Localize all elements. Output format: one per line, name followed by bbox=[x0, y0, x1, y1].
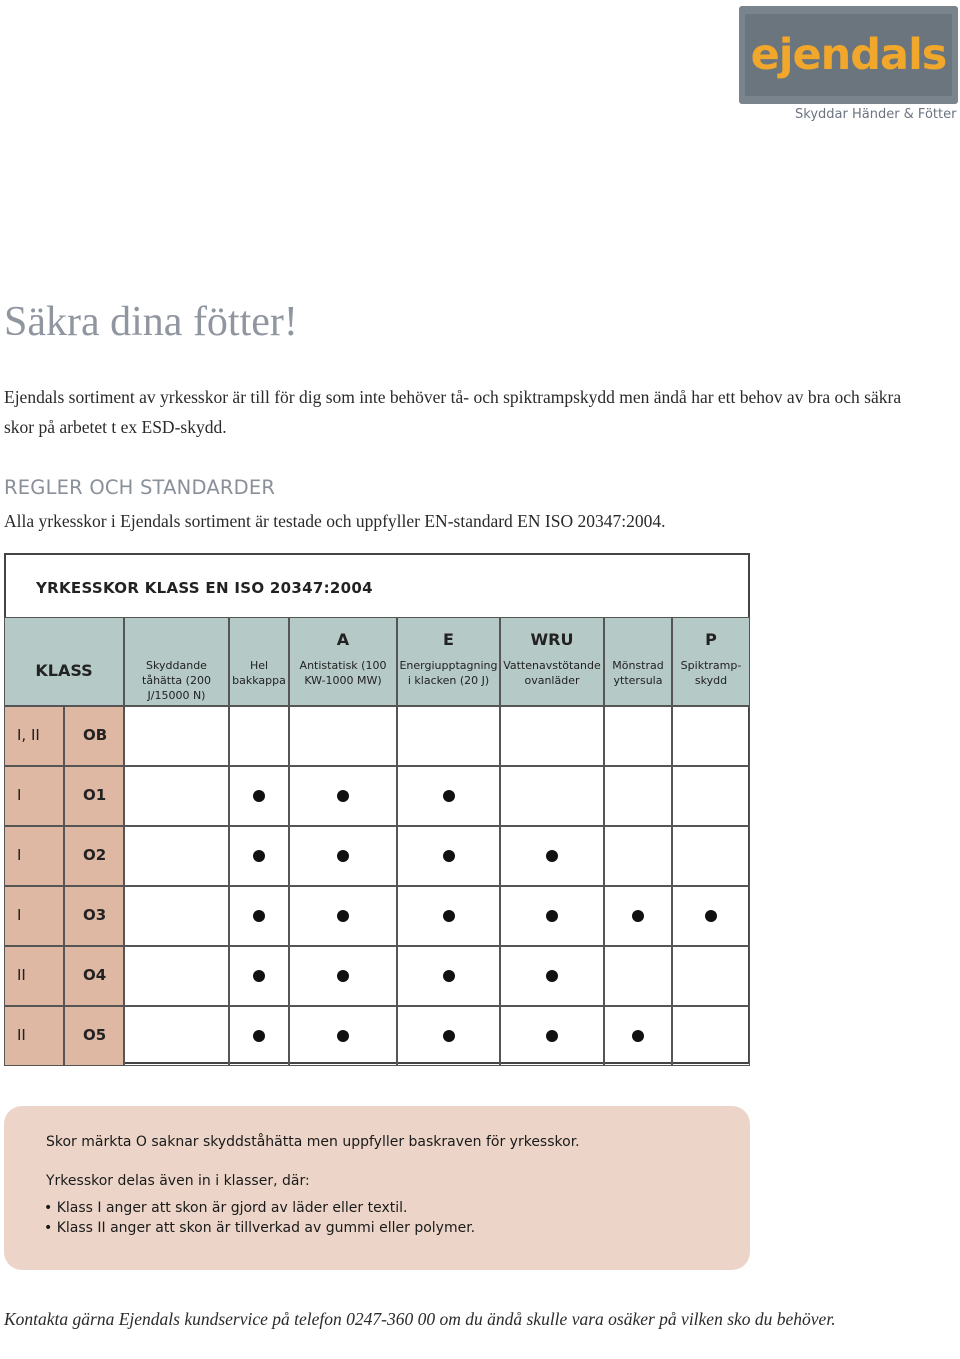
row-code: OB bbox=[83, 726, 108, 744]
check-dot-icon bbox=[337, 1030, 349, 1042]
column-header bbox=[229, 617, 289, 706]
table-cell bbox=[500, 766, 604, 826]
check-dot-icon bbox=[443, 970, 455, 982]
column-description: Energiupptagning i klacken (20 J) bbox=[399, 659, 498, 687]
check-dot-icon bbox=[443, 850, 455, 862]
row-klass-cell bbox=[4, 886, 64, 946]
section-heading: REGLER OCH STANDARDER bbox=[4, 476, 276, 499]
table-cell bbox=[124, 946, 229, 1006]
row-code-cell bbox=[64, 886, 124, 946]
row-code-cell bbox=[64, 826, 124, 886]
check-dot-icon bbox=[443, 790, 455, 802]
row-klass-cell bbox=[4, 946, 64, 1006]
table-cell bbox=[397, 886, 500, 946]
table-cell bbox=[397, 1006, 500, 1066]
table-cell bbox=[672, 706, 750, 766]
column-header bbox=[500, 617, 604, 706]
check-dot-icon bbox=[546, 910, 558, 922]
check-dot-icon bbox=[546, 970, 558, 982]
table-cell bbox=[604, 946, 672, 1006]
row-code-cell bbox=[64, 1006, 124, 1066]
column-header bbox=[124, 617, 229, 706]
check-dot-icon bbox=[705, 910, 717, 922]
table-cell bbox=[289, 766, 397, 826]
table-cell bbox=[289, 946, 397, 1006]
table-cell bbox=[672, 766, 750, 826]
contact-note: Kontakta gärna Ejendals kundservice på telefon 0247-360 00 om du ändå skulle vara osäker på vilken sko du behöver. bbox=[4, 1309, 836, 1329]
ejendals-logo bbox=[739, 6, 959, 126]
table-cell bbox=[289, 706, 397, 766]
table-cell bbox=[604, 766, 672, 826]
table-cell bbox=[229, 766, 289, 826]
row-code: O3 bbox=[83, 906, 107, 924]
check-dot-icon bbox=[443, 910, 455, 922]
table-cell bbox=[229, 1006, 289, 1066]
row-klass: II bbox=[17, 966, 26, 984]
row-klass: I, II bbox=[17, 726, 40, 744]
logo-badge bbox=[739, 6, 958, 104]
check-dot-icon bbox=[337, 790, 349, 802]
table-cell bbox=[229, 706, 289, 766]
table-cell bbox=[229, 826, 289, 886]
row-klass: I bbox=[17, 846, 22, 864]
table-cell bbox=[289, 1006, 397, 1066]
column-header bbox=[604, 617, 672, 706]
table-title: YRKESSKOR KLASS EN ISO 20347:2004 bbox=[36, 579, 373, 597]
table-cell bbox=[604, 706, 672, 766]
table-cell bbox=[289, 826, 397, 886]
note-line: Yrkesskor delas även in i klasser, där: bbox=[46, 1173, 310, 1189]
header-klass-label: KLASS bbox=[35, 661, 93, 680]
column-description: Mönstrad yttersula bbox=[612, 659, 664, 687]
column-description: Antistatisk (100 KW-1000 MW) bbox=[299, 659, 387, 687]
column-code: P bbox=[705, 630, 717, 649]
column-description: Spiktramp-skydd bbox=[680, 659, 742, 687]
column-header bbox=[672, 617, 750, 706]
table-cell bbox=[289, 886, 397, 946]
row-klass: II bbox=[17, 1026, 26, 1044]
row-klass-cell bbox=[4, 766, 64, 826]
check-dot-icon bbox=[253, 970, 265, 982]
table-cell bbox=[397, 706, 500, 766]
column-code: E bbox=[443, 630, 454, 649]
row-code-cell bbox=[64, 946, 124, 1006]
table-cell bbox=[124, 706, 229, 766]
check-dot-icon bbox=[337, 850, 349, 862]
intro-paragraph: Ejendals sortiment av yrkesskor är till för dig som inte behöver tå- och spiktrampskydd men ändå har ett behov av bra och säkra skor på arbetet t ex ESD-skydd. bbox=[4, 387, 902, 437]
note-bullet: • Klass II anger att skon är tillverkad av gummi eller polymer. bbox=[44, 1220, 476, 1236]
table-cell bbox=[229, 886, 289, 946]
logo-tagline: Skyddar Händer & Fötter bbox=[795, 107, 957, 122]
table-cell bbox=[672, 826, 750, 886]
section-text: Alla yrkesskor i Ejendals sortiment är testade och uppfyller EN-standard EN ISO 20347:2004. bbox=[4, 511, 666, 531]
row-klass: I bbox=[17, 906, 22, 924]
row-klass-cell bbox=[4, 706, 64, 766]
check-dot-icon bbox=[253, 1030, 265, 1042]
row-klass-cell bbox=[4, 826, 64, 886]
table-cell bbox=[124, 826, 229, 886]
table-cell bbox=[672, 886, 750, 946]
table-cell bbox=[604, 1006, 672, 1066]
row-klass: I bbox=[17, 786, 22, 804]
table-cell bbox=[124, 886, 229, 946]
table-cell bbox=[397, 766, 500, 826]
header-klass bbox=[4, 617, 124, 706]
column-description: Skyddande tåhätta (200 J/15000 N) bbox=[142, 659, 211, 702]
column-description: Hel bakkappa bbox=[232, 659, 286, 687]
check-dot-icon bbox=[632, 1030, 644, 1042]
row-code: O5 bbox=[83, 1026, 107, 1044]
check-dot-icon bbox=[546, 850, 558, 862]
table-cell bbox=[672, 946, 750, 1006]
table-cell bbox=[500, 886, 604, 946]
table-cell bbox=[604, 826, 672, 886]
column-header bbox=[397, 617, 500, 706]
note-bullet: • Klass I anger att skon är gjord av läder eller textil. bbox=[44, 1200, 408, 1216]
table-cell bbox=[397, 826, 500, 886]
table-cell bbox=[229, 946, 289, 1006]
table-cell bbox=[500, 706, 604, 766]
table-cell bbox=[500, 1006, 604, 1066]
class-table bbox=[4, 553, 750, 1064]
table-cell bbox=[500, 946, 604, 1006]
check-dot-icon bbox=[443, 1030, 455, 1042]
page-title: Säkra dina fötter! bbox=[4, 299, 298, 345]
row-code: O4 bbox=[83, 966, 107, 984]
table-cell bbox=[124, 1006, 229, 1066]
table-cell bbox=[397, 946, 500, 1006]
table-cell bbox=[124, 766, 229, 826]
row-code: O1 bbox=[83, 786, 107, 804]
note-line: Skor märkta O saknar skyddståhätta men uppfyller baskraven för yrkesskor. bbox=[46, 1134, 580, 1150]
table-cell bbox=[604, 886, 672, 946]
logo-wordmark: ejendals bbox=[750, 30, 947, 80]
row-klass-cell bbox=[4, 1006, 64, 1066]
row-code: O2 bbox=[83, 846, 107, 864]
column-code: WRU bbox=[530, 630, 574, 649]
check-dot-icon bbox=[632, 910, 644, 922]
table-cell bbox=[500, 826, 604, 886]
check-dot-icon bbox=[337, 970, 349, 982]
table-cell bbox=[672, 1006, 750, 1066]
check-dot-icon bbox=[546, 1030, 558, 1042]
check-dot-icon bbox=[253, 790, 265, 802]
info-box bbox=[4, 1106, 750, 1270]
check-dot-icon bbox=[337, 910, 349, 922]
check-dot-icon bbox=[253, 850, 265, 862]
row-code-cell bbox=[64, 766, 124, 826]
column-header bbox=[289, 617, 397, 706]
row-code-cell bbox=[64, 706, 124, 766]
check-dot-icon bbox=[253, 910, 265, 922]
column-code: A bbox=[336, 630, 350, 649]
column-description: Vattenavstötande ovanläder bbox=[503, 659, 601, 687]
